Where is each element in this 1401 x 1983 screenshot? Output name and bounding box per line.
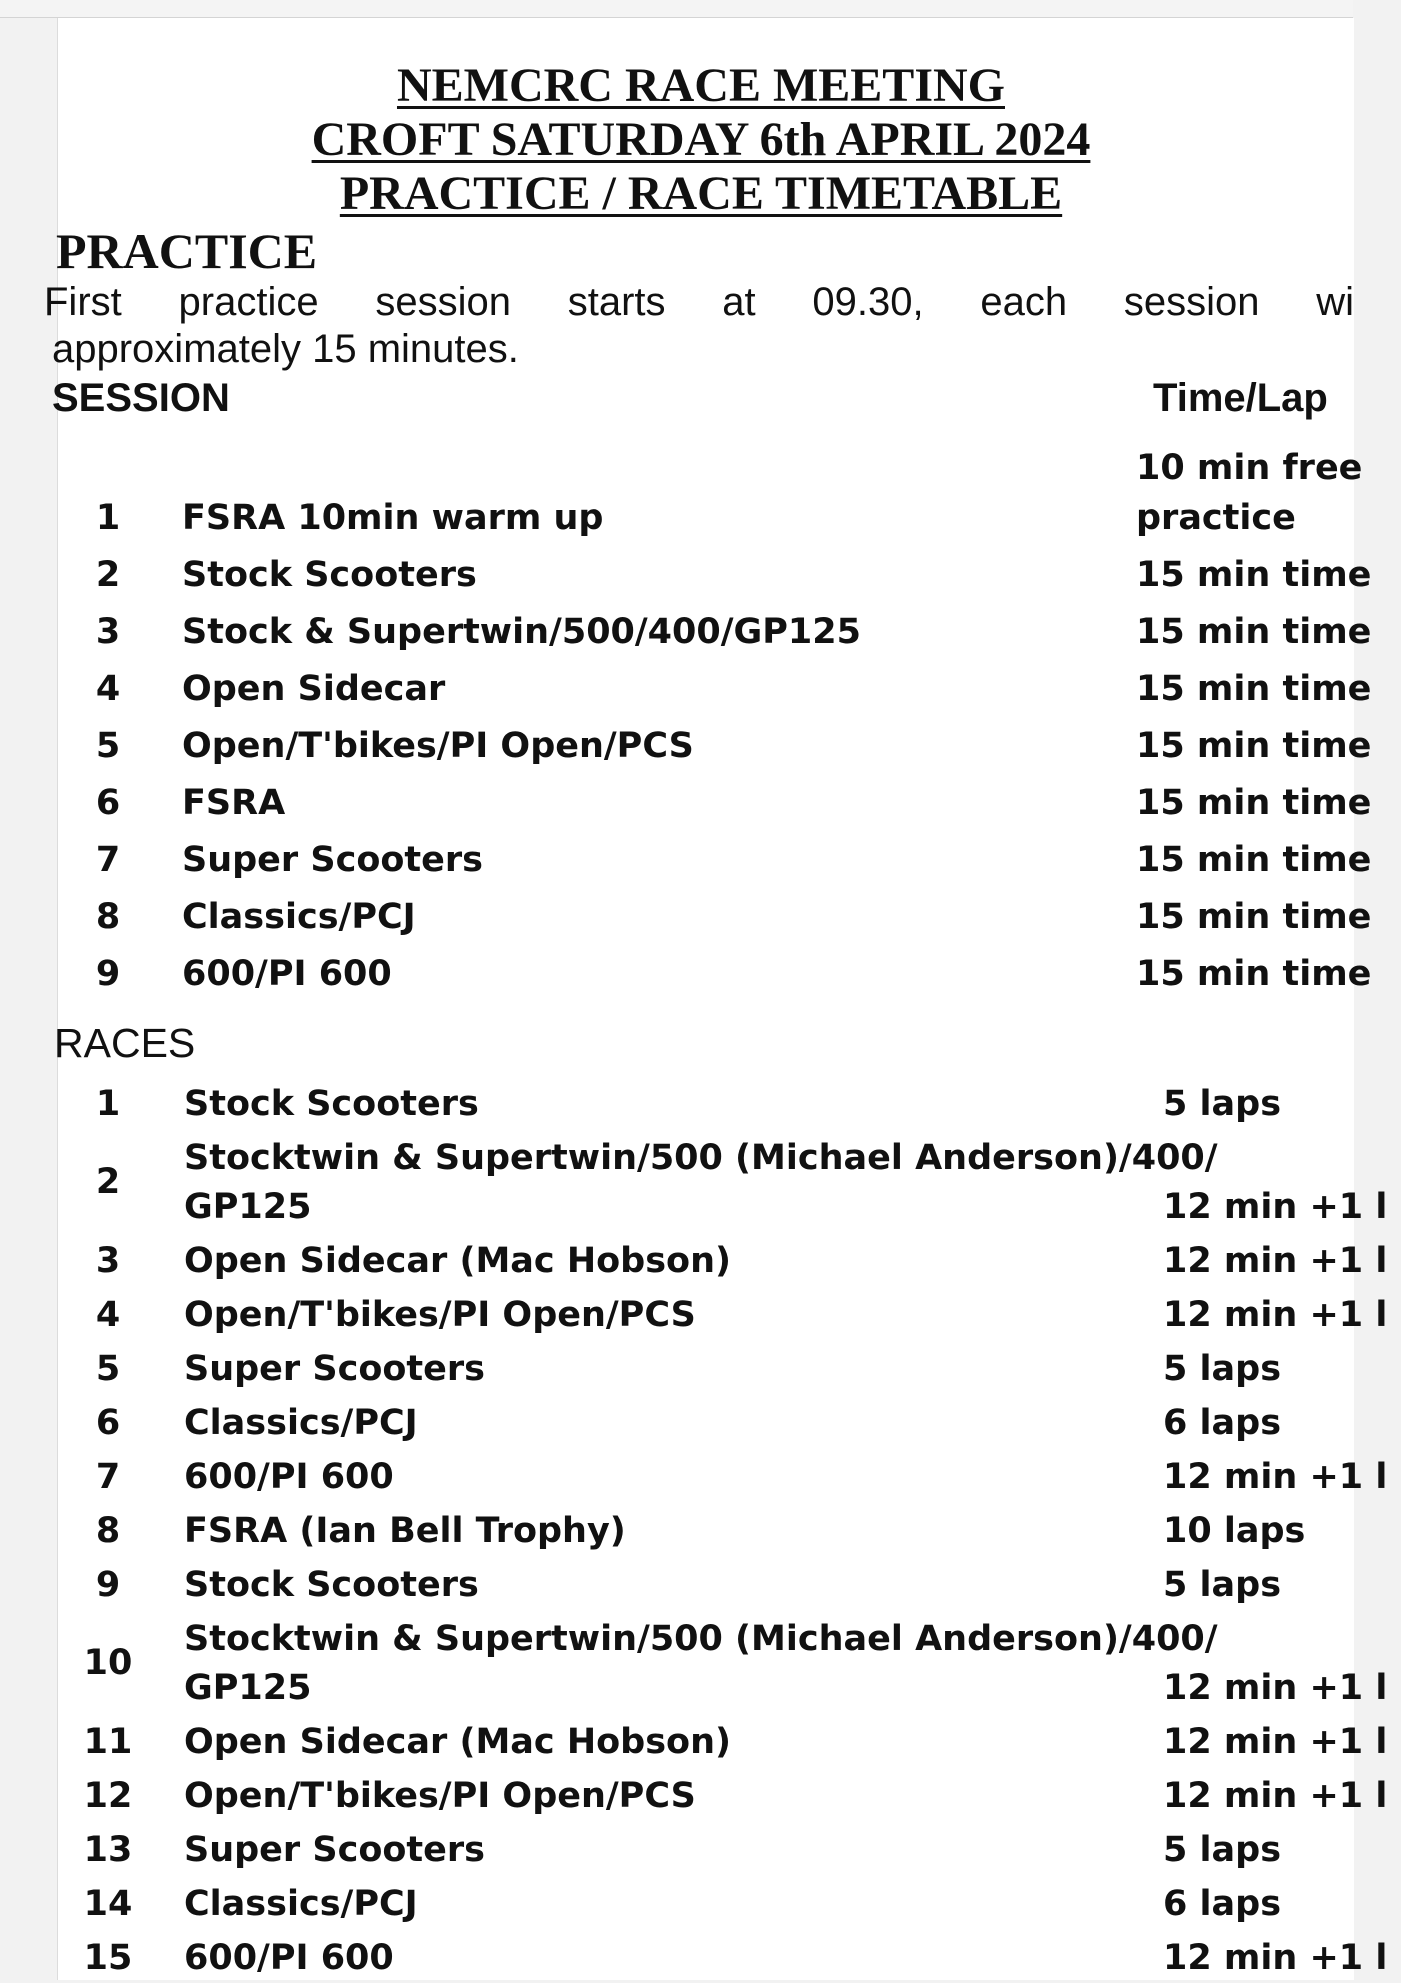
document-title-line-3: PRACTICE / RACE TIMETABLE — [339, 167, 1063, 220]
time-lap-column-header: Time/Lap — [1153, 376, 1328, 420]
race-number: 6 — [95, 1403, 121, 1443]
session-time-line-2: practice — [1136, 498, 1296, 538]
race-number: 2 — [95, 1162, 121, 1202]
race-time: 5 laps — [1163, 1830, 1282, 1870]
practice-intro-line-1 — [44, 278, 1354, 326]
race-time: 5 laps — [1163, 1565, 1282, 1605]
race-name-line-2: GP125 — [184, 1668, 312, 1708]
session-time: 15 min time — [1136, 669, 1372, 709]
session-time: 15 min time — [1136, 726, 1372, 766]
session-number: 8 — [95, 897, 121, 937]
session-column-header: SESSION — [52, 376, 230, 420]
session-number: 6 — [95, 783, 121, 823]
race-name: Open Sidecar (Mac Hobson) — [184, 1241, 732, 1281]
race-name: Super Scooters — [184, 1830, 485, 1870]
race-number: 11 — [83, 1722, 133, 1762]
race-name: Open/T'bikes/PI Open/PCS — [184, 1776, 696, 1816]
document-title-line-1: NEMCRC RACE MEETING — [396, 59, 1005, 112]
race-time: 5 laps — [1163, 1349, 1282, 1389]
race-number: 4 — [95, 1295, 121, 1335]
session-number: 3 — [95, 612, 121, 652]
race-name: Classics/PCJ — [184, 1884, 418, 1924]
race-number: 5 — [95, 1349, 121, 1389]
session-name: Classics/PCJ — [182, 897, 416, 937]
session-number: 5 — [95, 726, 121, 766]
intro-word: each — [980, 280, 1068, 324]
race-time: 6 laps — [1163, 1884, 1282, 1924]
race-time: 12 min +1 l — [1163, 1722, 1388, 1762]
intro-word: First — [44, 280, 122, 324]
race-number: 12 — [83, 1776, 133, 1816]
race-number: 14 — [83, 1884, 133, 1924]
race-number: 8 — [95, 1511, 121, 1551]
viewer-top-bar — [0, 0, 1353, 18]
session-time: 15 min time — [1136, 612, 1372, 652]
race-name: Stock Scooters — [184, 1565, 479, 1605]
session-number: 4 — [95, 669, 121, 709]
race-number: 1 — [95, 1084, 121, 1124]
race-time: 5 laps — [1163, 1084, 1282, 1124]
race-time: 12 min +1 l — [1163, 1668, 1388, 1708]
session-time: 15 min time — [1136, 783, 1372, 823]
race-time: 12 min +1 l — [1163, 1241, 1388, 1281]
race-number: 3 — [95, 1241, 121, 1281]
race-name: Open/T'bikes/PI Open/PCS — [184, 1295, 696, 1335]
session-time: 15 min time — [1136, 555, 1372, 595]
session-name: Stock Scooters — [182, 555, 477, 595]
session-name: 600/PI 600 — [182, 954, 392, 994]
practice-heading: PRACTICE — [56, 223, 318, 279]
race-name: Classics/PCJ — [184, 1403, 418, 1443]
intro-word: session — [1123, 280, 1260, 324]
race-number: 9 — [95, 1565, 121, 1605]
race-number: 13 — [83, 1830, 133, 1870]
session-number: 9 — [95, 954, 121, 994]
session-time: 15 min time — [1136, 954, 1372, 994]
race-number: 15 — [83, 1938, 133, 1978]
race-number: 7 — [95, 1457, 121, 1497]
race-name: Stock Scooters — [184, 1084, 479, 1124]
session-number: 2 — [95, 555, 121, 595]
intro-word: wi — [1316, 280, 1354, 324]
race-time: 12 min +1 l — [1163, 1187, 1388, 1227]
race-name: 600/PI 600 — [184, 1938, 394, 1978]
race-name: FSRA (Ian Bell Trophy) — [184, 1511, 626, 1551]
session-name: Super Scooters — [182, 840, 483, 880]
race-time: 6 laps — [1163, 1403, 1282, 1443]
document-page — [44, 18, 1388, 1980]
race-time: 12 min +1 l — [1163, 1776, 1388, 1816]
race-time: 10 laps — [1163, 1511, 1306, 1551]
race-name-line-1: Stocktwin & Supertwin/500 (Michael Anderson)/400/ — [184, 1138, 1218, 1178]
intro-word: at — [722, 280, 756, 324]
race-name: 600/PI 600 — [184, 1457, 394, 1497]
session-name: Open/T'bikes/PI Open/PCS — [182, 726, 694, 766]
intro-word: 09.30, — [812, 280, 924, 324]
session-number: 7 — [95, 840, 121, 880]
race-name-line-2: GP125 — [184, 1187, 312, 1227]
session-name: Open Sidecar — [182, 669, 446, 709]
session-time: 15 min time — [1136, 897, 1372, 937]
session-time: 15 min time — [1136, 840, 1372, 880]
session-number: 1 — [95, 498, 121, 538]
races-heading: RACES — [54, 1020, 196, 1066]
race-time: 12 min +1 l — [1163, 1295, 1388, 1335]
intro-word: practice — [178, 280, 319, 324]
session-name: FSRA — [182, 783, 286, 823]
practice-intro-line-2: approximately 15 minutes. — [52, 327, 519, 371]
race-name-line-1: Stocktwin & Supertwin/500 (Michael Anderson)/400/ — [184, 1619, 1218, 1659]
session-name: Stock & Supertwin/500/400/GP125 — [182, 612, 861, 652]
race-name: Open Sidecar (Mac Hobson) — [184, 1722, 732, 1762]
session-name: FSRA 10min warm up — [182, 498, 604, 538]
intro-word: session — [375, 280, 511, 324]
document-title-line-2: CROFT SATURDAY 6th APRIL 2024 — [311, 113, 1091, 166]
race-name: Super Scooters — [184, 1349, 485, 1389]
intro-word: starts — [567, 280, 666, 324]
session-time-line-1: 10 min free — [1136, 448, 1363, 488]
race-time: 12 min +1 l — [1163, 1938, 1388, 1978]
race-time: 12 min +1 l — [1163, 1457, 1388, 1497]
race-number: 10 — [83, 1643, 133, 1683]
